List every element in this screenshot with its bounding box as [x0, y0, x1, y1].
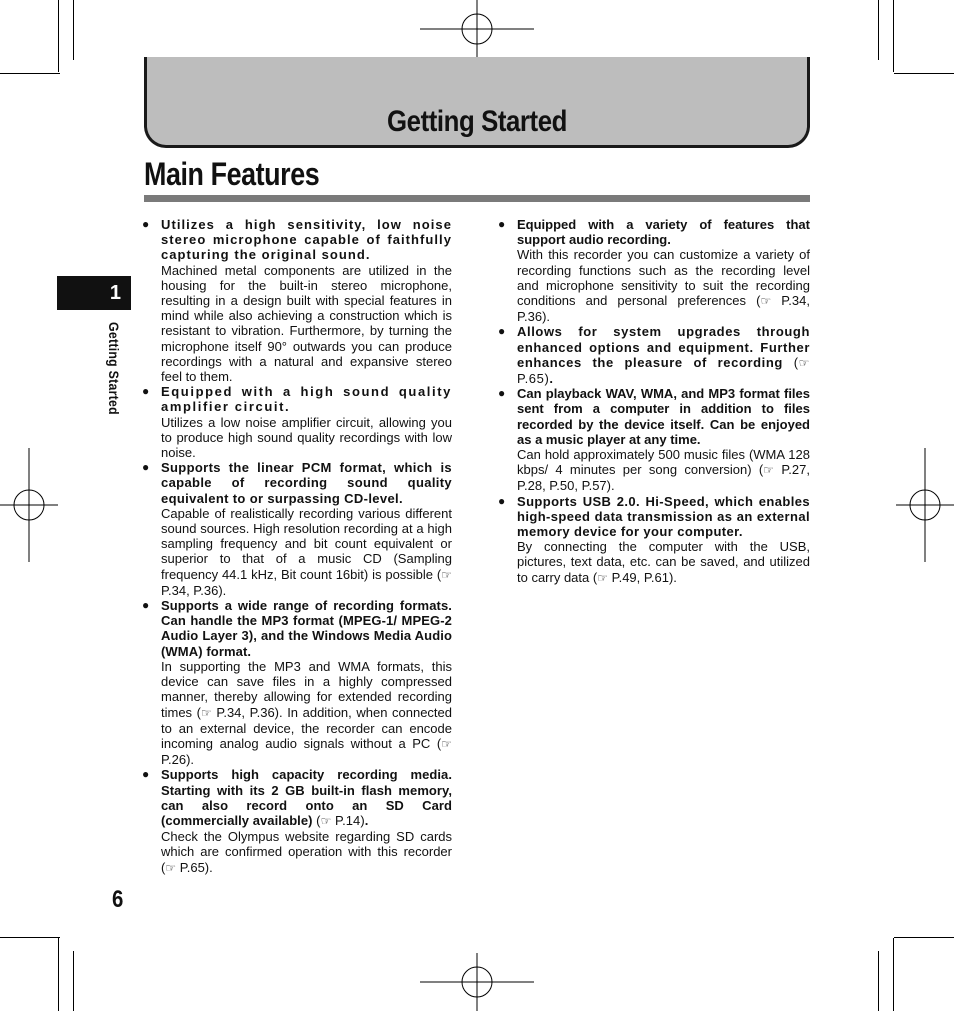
crop-mark [73, 951, 74, 1011]
crop-mark [893, 0, 894, 72]
crop-mark [894, 937, 954, 938]
crop-mark [894, 73, 954, 74]
feature-heading: Equipped with a variety of features that support audio recording. [517, 217, 810, 248]
chapter-banner [144, 57, 810, 148]
reference-pointer-icon: ☞ [200, 705, 212, 720]
bullet-icon: ● [498, 493, 506, 508]
page-number: 6 [112, 886, 124, 913]
feature-description: By connecting the computer with the USB, pictures, text data, etc. can be saved, and utilized to carry data (☞ P.49, P.61). [517, 539, 810, 585]
bullet-icon: ● [142, 384, 150, 399]
crop-mark [878, 951, 879, 1011]
reference-pointer-icon: ☞ [320, 813, 332, 828]
feature-item [142, 217, 452, 384]
registration-mark-bottom [420, 953, 534, 1011]
feature-item [498, 324, 810, 386]
reference-pointer-icon: ☞ [597, 570, 608, 585]
feature-heading: Allows for system upgrades through enhanced options and equipment. Further enhances the pleasure of recording (☞ P.65). [517, 324, 810, 387]
bullet-icon: ● [142, 598, 150, 613]
reference-pointer-icon: ☞ [798, 355, 810, 370]
reference-pointer-icon: ☞ [441, 567, 452, 582]
feature-item [142, 384, 452, 460]
crop-mark [893, 938, 894, 1011]
reference-pointer-icon: ☞ [165, 860, 177, 875]
feature-item [498, 386, 810, 493]
registration-mark-top [420, 0, 534, 60]
feature-item [142, 598, 452, 767]
feature-heading: Supports USB 2.0. Hi-Speed, which enables high-speed data transmission as an external memory device for your computer. [517, 493, 810, 540]
bullet-icon: ● [142, 460, 150, 475]
feature-heading: Utilizes a high sensitivity, low noise stereo microphone capable of faithfully capturing the original sound. [161, 217, 452, 263]
feature-description: In supporting the MP3 and WMA formats, this device can save files in a highly compressed manner, thereby allowing for extended recording times (☞ P.34, P.36). In addition, when connected to an external device, the recorder can encode incoming analog audio signals without a PC (☞ P.26). [161, 658, 453, 768]
reference-pointer-icon: ☞ [763, 463, 774, 478]
feature-item [142, 767, 452, 875]
feature-item [498, 494, 810, 586]
bullet-icon: ● [142, 767, 150, 782]
crop-mark [0, 937, 60, 938]
feature-description: With this recorder you can customize a variety of recording functions such as the recording level and microphone sensitivity to suit the recording conditions and personal preferences (☞ P.34, P.36). [517, 247, 810, 325]
page-title: Main Features [144, 156, 320, 192]
crop-mark [73, 0, 74, 60]
chapter-number-tab: 1 [57, 276, 131, 310]
crop-mark [878, 0, 879, 60]
feature-description: Capable of realistically recording various different sound sources. High resolution recording at a high sampling frequency and bit count equivalent or superior to that of a music CD (Sampling frequency 44.1 kHz, Bit count 16bit) is possible (☞ P.34, P.36). [161, 505, 452, 598]
feature-heading: Supports the linear PCM format, which is capable of recording sound quality equivalent to or surpassing CD-level. [161, 460, 452, 506]
chapter-side-label: Getting Started [106, 322, 122, 415]
features-right-column [498, 217, 810, 586]
crop-mark [58, 938, 59, 1011]
features-left-column [142, 217, 452, 876]
feature-heading: Equipped with a high sound quality amplifier circuit. [161, 384, 452, 415]
feature-heading: Supports a wide range of recording formats. Can handle the MP3 format (MPEG-1/ MPEG-2 Audio Layer 3), and the Windows Media Audio (WMA) format. [161, 598, 452, 659]
feature-item [142, 460, 452, 598]
crop-mark [0, 73, 60, 74]
feature-heading: Can playback WAV, WMA, and MP3 format files sent from a computer in addition to files recorded by the device itself. Can be enjoyed as a music player at any time. [517, 386, 810, 447]
feature-description: Machined metal components are utilized in the housing for the built-in stereo microphone, resulting in a design built with special features in mind while also achieving a construction which is resistant to vibration. Furthermore, by turning the microphone itself 90° outwards you can produce recordings with a natural and expansive stereo feel to them. [161, 262, 452, 385]
registration-mark-left [0, 448, 58, 562]
bullet-icon: ● [498, 324, 506, 339]
feature-description: Can hold approximately 500 music files (WMA 128 kbps/ 4 minutes per song conversion) (☞ P.27, P.28, P.50, P.57). [517, 447, 810, 494]
feature-item [498, 217, 810, 324]
feature-heading: Supports high capacity recording media. Starting with its 2 GB built-in flash memory, can also record onto an SD Card (commercially available) (☞ P.14). [161, 767, 452, 828]
bullet-icon: ● [142, 217, 150, 231]
registration-mark-right [896, 448, 954, 562]
bullet-icon: ● [498, 386, 506, 401]
crop-mark [58, 0, 59, 72]
reference-pointer-icon: ☞ [760, 294, 772, 309]
title-underline [144, 195, 810, 202]
bullet-icon: ● [498, 217, 506, 231]
banner-title: Getting Started [387, 105, 567, 138]
reference-pointer-icon: ☞ [441, 736, 452, 751]
feature-description: Utilizes a low noise amplifier circuit, allowing you to produce high sound quality recordings with low noise. [161, 414, 452, 461]
feature-description: Check the Olympus website regarding SD cards which are confirmed operation with this recorder (☞ P.65). [161, 829, 452, 875]
